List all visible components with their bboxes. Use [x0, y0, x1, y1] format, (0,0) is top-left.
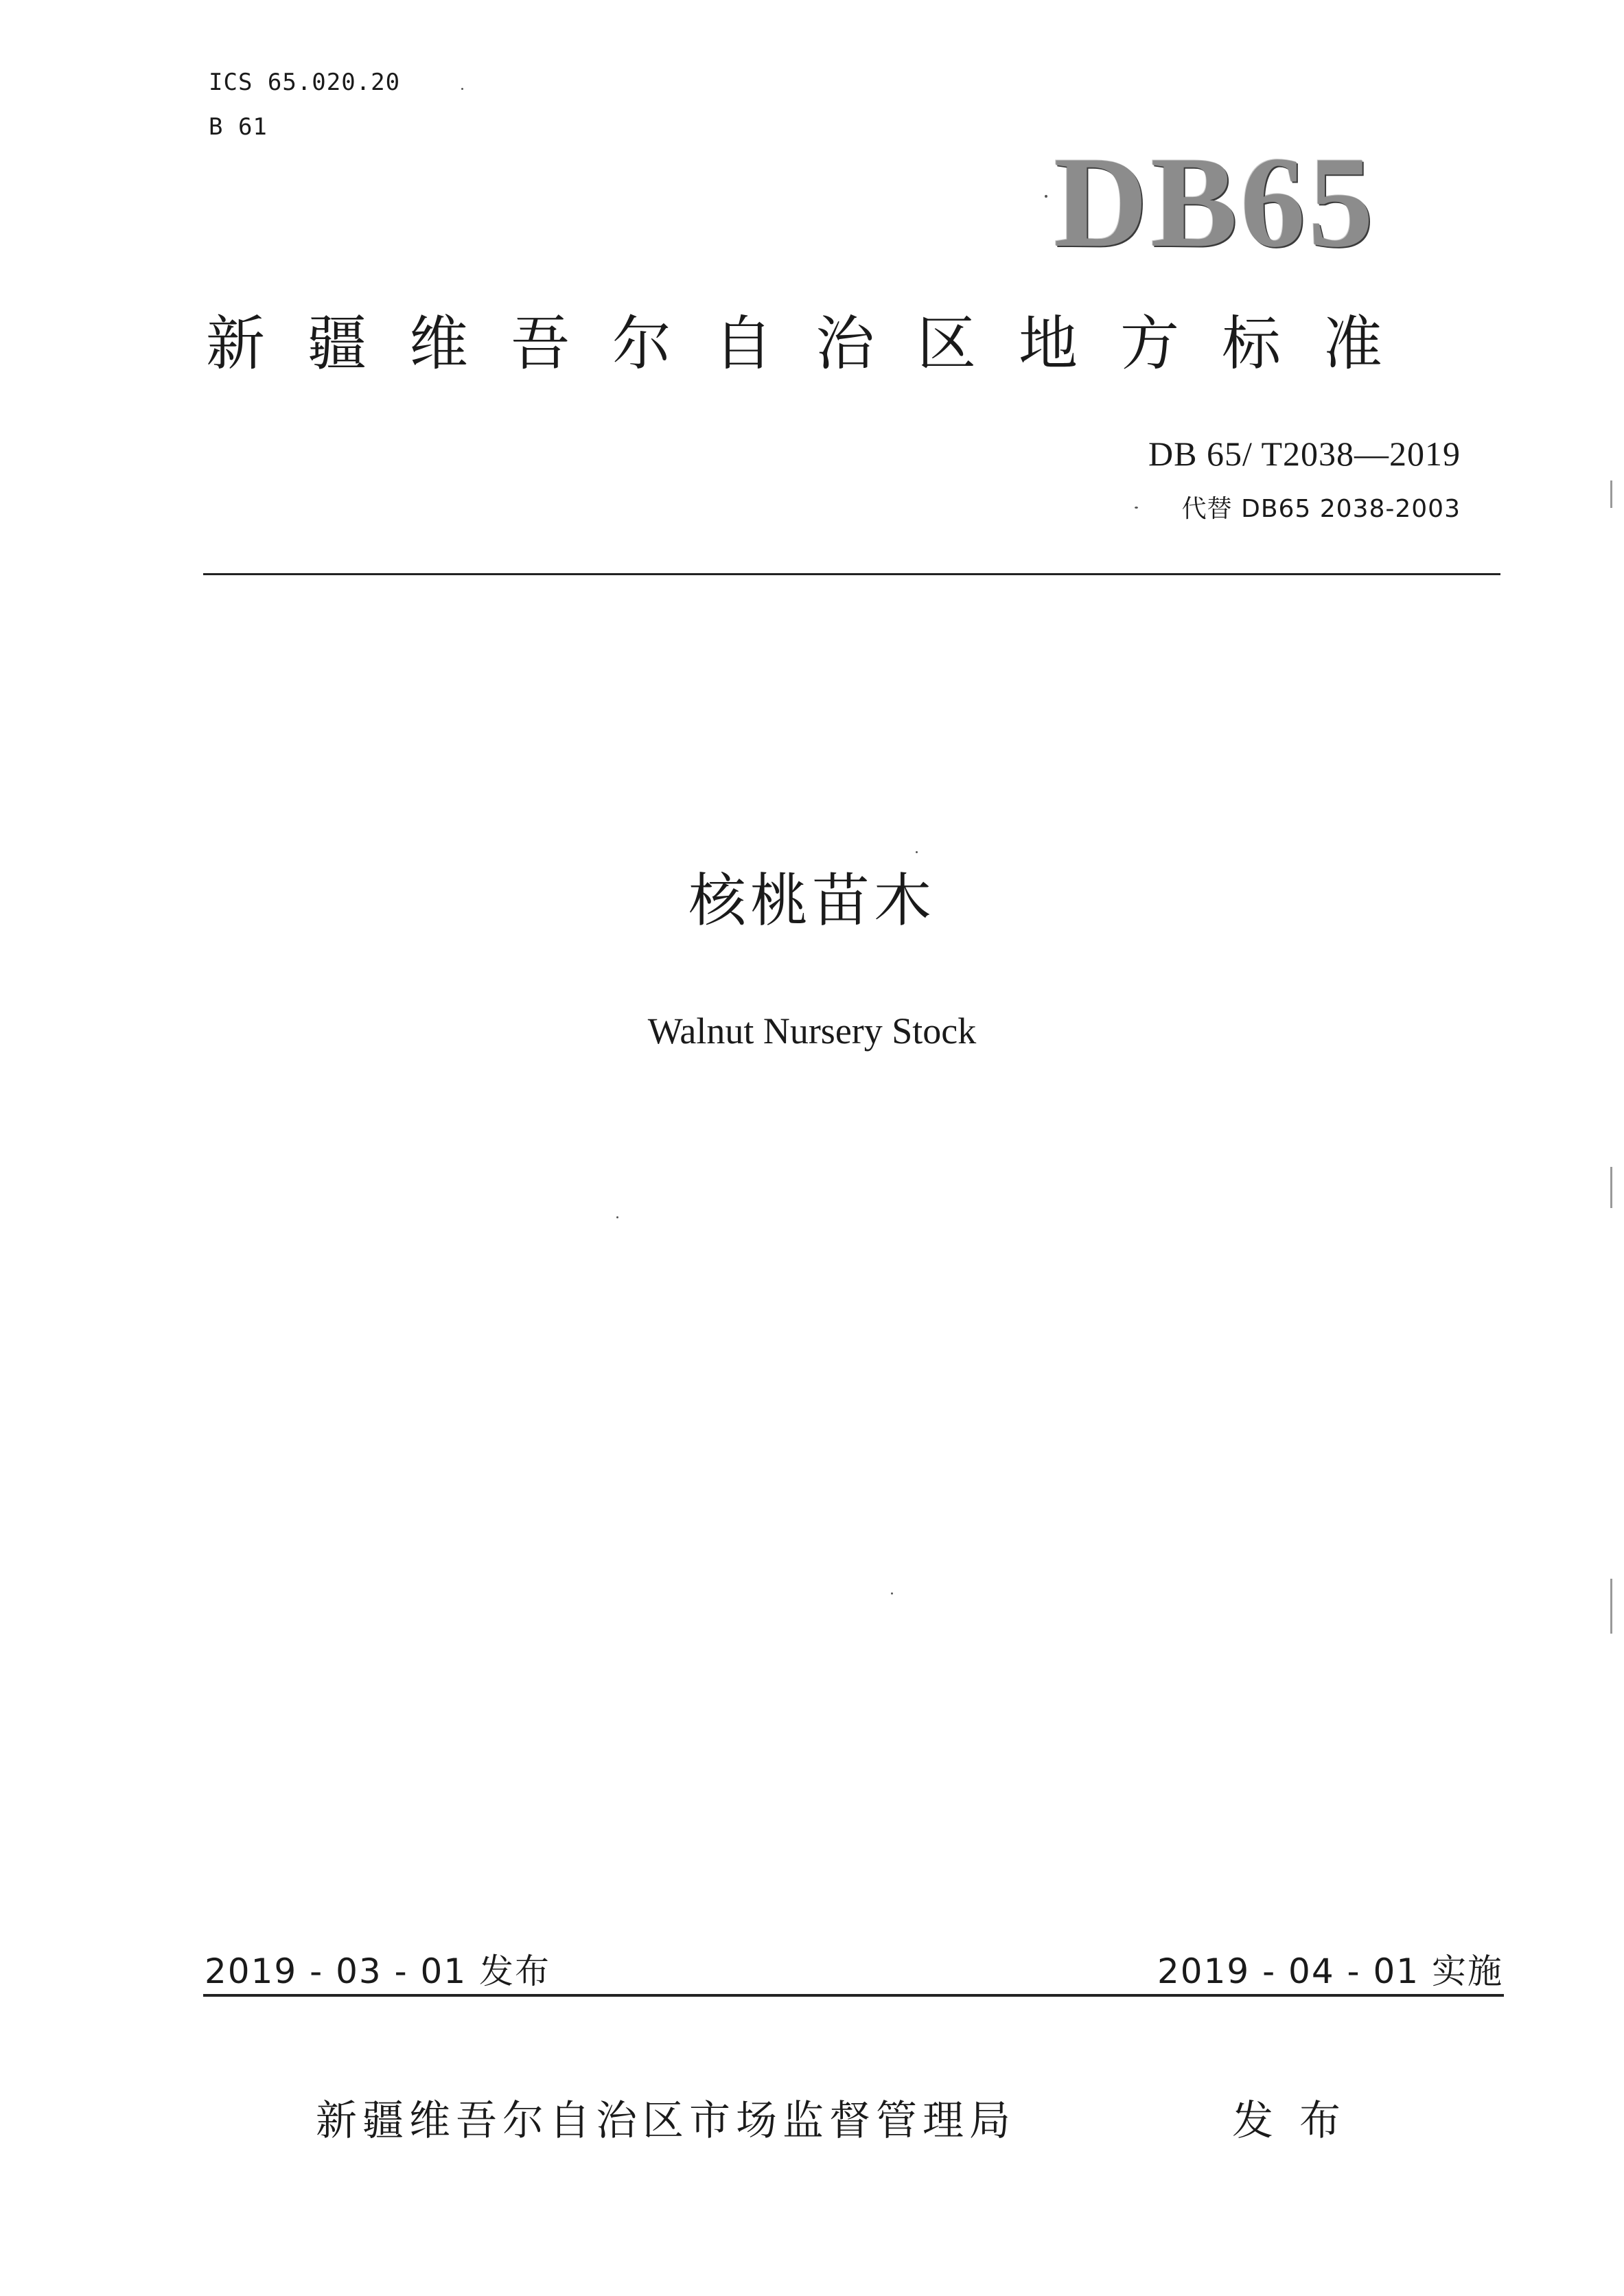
header-divider	[203, 573, 1500, 575]
scan-speck	[1610, 480, 1612, 508]
publisher-name: 新疆维吾尔自治区市场监督管理局	[316, 2097, 1016, 2145]
publish-label: 发布	[1232, 2097, 1367, 2145]
document-title-en: Walnut Nursery Stock	[647, 1010, 977, 1052]
scan-speck	[616, 1216, 618, 1218]
scan-speck	[1610, 1579, 1612, 1634]
scan-speck	[461, 88, 463, 90]
db65-logo: DB65	[1054, 130, 1376, 275]
ccs-code: B 61	[209, 113, 268, 141]
scan-speck	[891, 1592, 893, 1595]
scan-speck	[1045, 195, 1047, 198]
scan-speck	[916, 851, 918, 853]
issue-date: 2019 - 03 - 01 发布	[205, 1951, 551, 1991]
standard-number: DB 65/ T2038—2019	[1148, 434, 1461, 473]
standard-type: 新疆维吾尔自治区地方标准	[206, 310, 1425, 378]
scan-speck	[1610, 1167, 1612, 1208]
scan-speck	[1135, 507, 1138, 509]
implementation-date: 2019 - 04 - 01 实施	[1157, 1951, 1503, 1991]
ics-code: ICS 65.020.20	[209, 69, 401, 96]
document-title-zh: 核桃苗木	[688, 867, 936, 934]
replaces-standard: 代替 DB65 2038-2003	[1181, 495, 1461, 523]
footer-divider	[203, 1994, 1504, 1997]
